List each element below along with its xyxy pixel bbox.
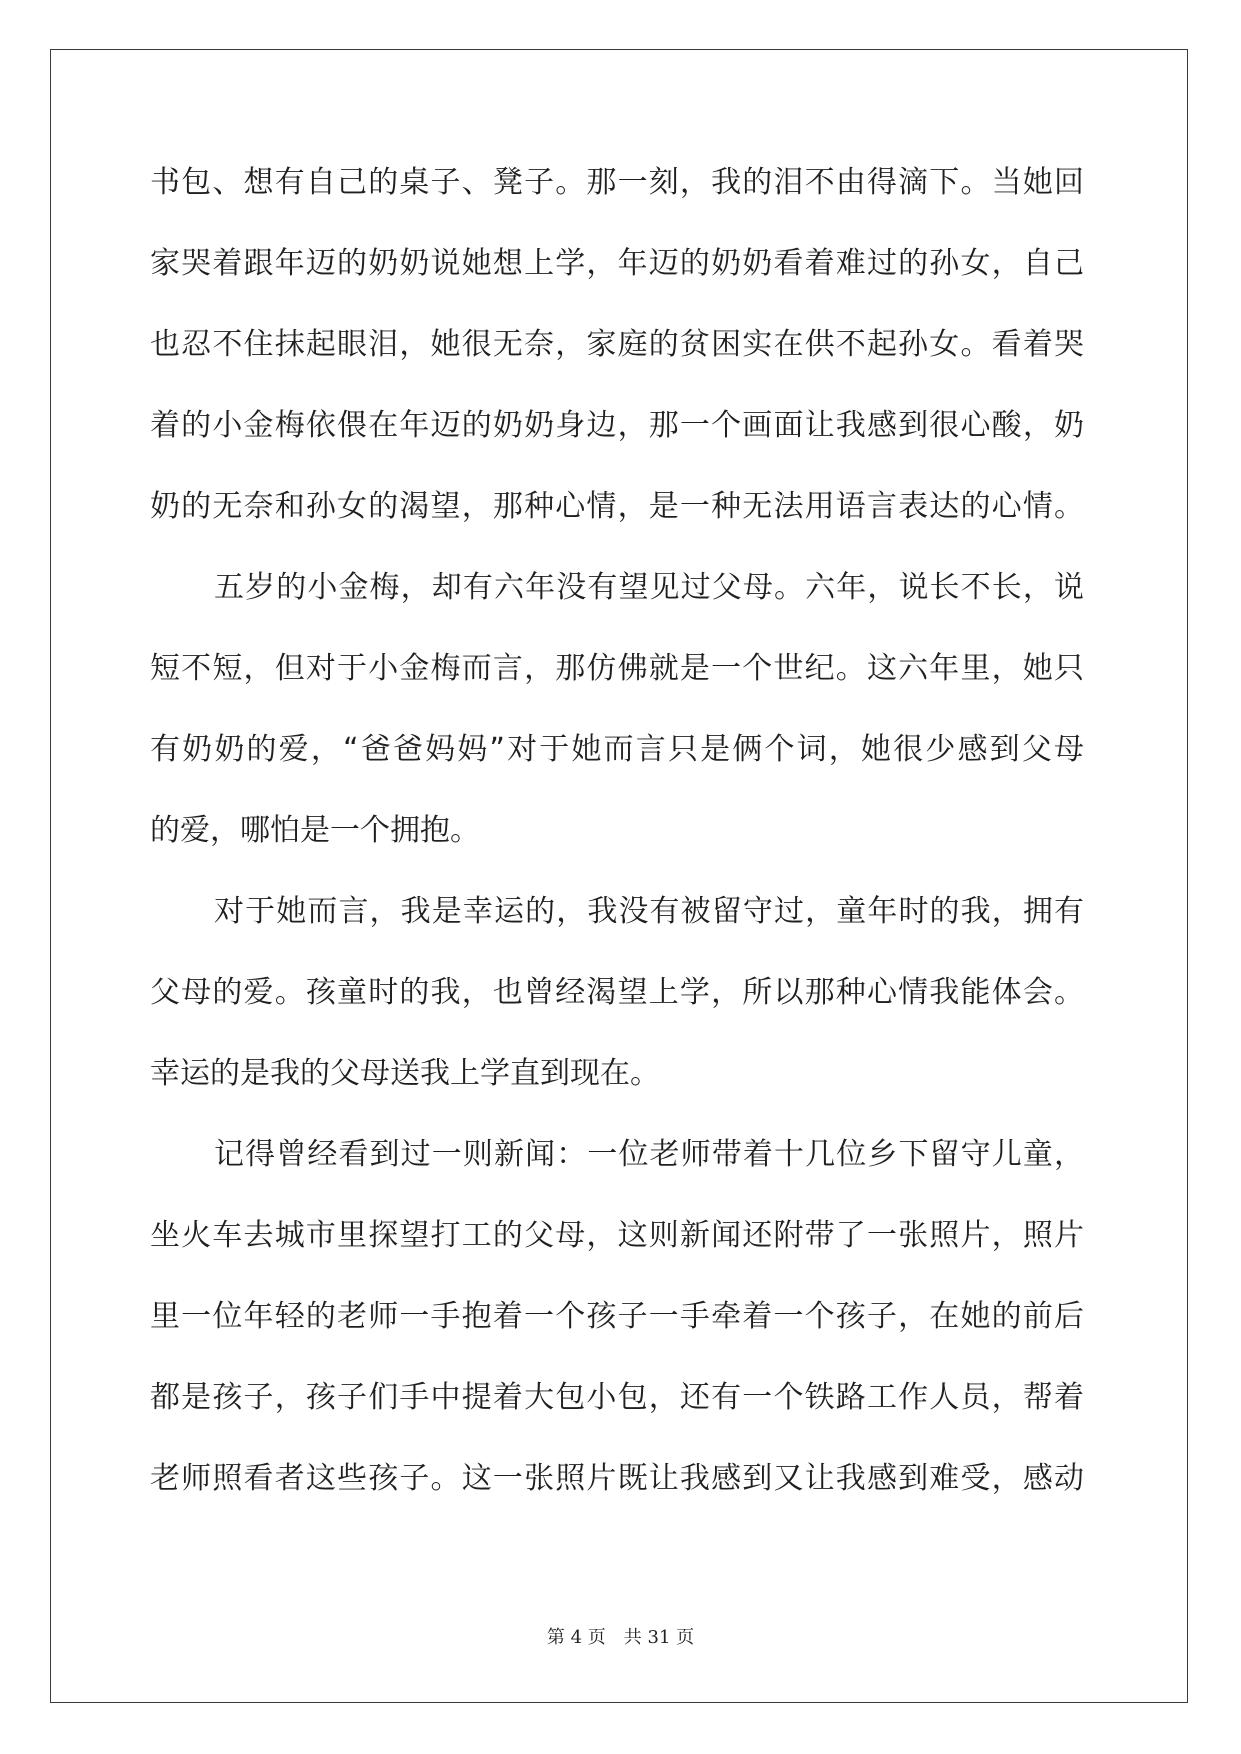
text-line: 奶的无奈和孙女的渴望，那种心情，是一种无法用语言表达的心情。 (150, 489, 1084, 524)
text-line: 对于她而言，我是幸运的，我没有被留守过，童年时的我，拥有 (214, 894, 1084, 929)
text-line: 有奶奶的爱，“爸爸妈妈”对于她而言只是俩个词，她很少感到父母 (150, 732, 1084, 767)
text-line: 里一位年轻的老师一手抱着一个孩子一手牵着一个孩子，在她的前后 (150, 1299, 1084, 1334)
page-number-footer: 第 4 页 共 31 页 (546, 1627, 695, 1648)
text-line: 的爱，哪怕是一个拥抱。 (150, 813, 480, 848)
text-line: 都是孩子，孩子们手中提着大包小包，还有一个铁路工作人员，帮着 (150, 1380, 1084, 1415)
text-line: 记得曾经看到过一则新闻：一位老师带着十几位乡下留守儿童， (214, 1137, 1084, 1172)
text-line: 家哭着跟年迈的奶奶说她想上学，年迈的奶奶看着难过的孙女，自己 (150, 246, 1084, 281)
text-line: 幸运的是我的父母送我上学直到现在。 (150, 1056, 660, 1091)
text-line: 书包、想有自己的桌子、凳子。那一刻，我的泪不由得滴下。当她回 (150, 165, 1084, 200)
text-line: 也忍不住抹起眼泪，她很无奈，家庭的贫困实在供不起孙女。看着哭 (150, 327, 1084, 362)
text-line: 着的小金梅依偎在年迈的奶奶身边，那一个画面让我感到很心酸，奶 (150, 408, 1084, 443)
text-line: 父母的爱。孩童时的我，也曾经渴望上学，所以那种心情我能体会。 (150, 975, 1084, 1010)
text-line: 老师照看者这些孩子。这一张照片既让我感到又让我感到难受，感动 (150, 1461, 1084, 1496)
text-line: 坐火车去城市里探望打工的父母，这则新闻还附带了一张照片，照片 (150, 1218, 1084, 1253)
text-line: 短不短，但对于小金梅而言，那仿佛就是一个世纪。这六年里，她只 (150, 651, 1084, 686)
text-line: 五岁的小金梅，却有六年没有望见过父母。六年，说长不长，说 (214, 570, 1084, 605)
